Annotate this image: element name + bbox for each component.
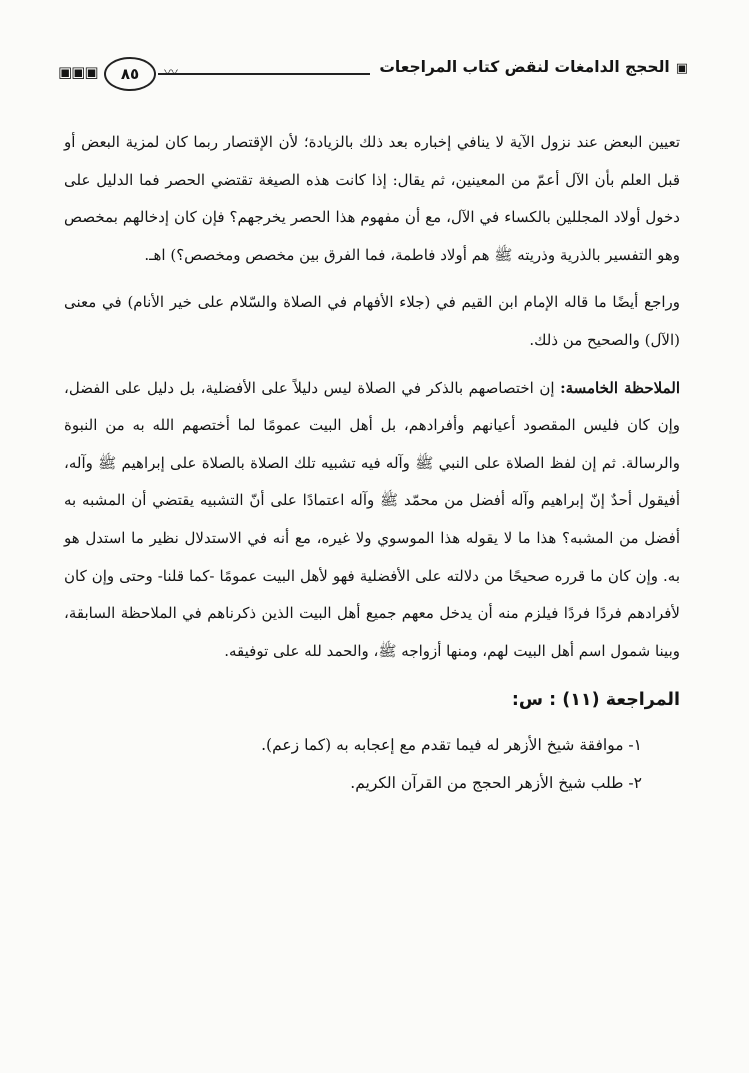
note-label: الملاحظة الخامسة: (560, 378, 680, 397)
book-title-text: الحجج الدامغات لنقض كتاب المراجعات (379, 58, 670, 76)
header-flourish-icon (164, 62, 178, 82)
list-item: ٢- طلب شيخ الأزهر الحجج من القرآن الكريم. (350, 773, 642, 792)
title-mark-icon: ▣ (675, 61, 688, 76)
header-rule (158, 73, 370, 75)
book-title (379, 58, 688, 76)
page-body (64, 124, 680, 802)
section-heading: المراجعة (١١) : س: (511, 690, 680, 711)
header-ornament-icon: ▣▣▣ (58, 63, 98, 81)
note-paragraph (64, 370, 680, 671)
paragraph: تعيين البعض عند نزول الآية لا ينافي إخباره بعد ذلك بالزيادة؛ لأن الإقتصار ربما كان لمزية البعض أو قبل العلم بأن الآل أعمّ من المعينين، ثم يقال: إذا كانت هذه الصيغة تقتضي الحصر فما الدليل على دخول أولاد المجللين بالكساء في الآل، مع أن مفهوم هذا الحصر يخرجهم؟ فإن كان إدخالهم بمخصص وهو التفسير بالذرية وذريته ﷺ هم أولاد فاطمة، فما الفرق بين مخصص ومخصص؟) اهـ. (64, 133, 680, 264)
note-text: إن اختصاصهم بالذكر في الصلاة ليس دليلاً على الأفضلية، بل دليل على الفضل، وإن كان فليس المقصود أعيانهم وأفرادهم، بل أهل البيت عمومًا لما أختصهم الله به من النبوة والرسالة. ثم إن لفظ الصلاة على النبي ﷺ وآله فيه تشبيه تلك الصلاة بالصلاة على إبراهيم ﷺ وآله، أفيقول أحدٌ إنّ إبراهيم وآله أفضل من محمّد ﷺ وآله اعتمادًا على أنّ التشبيه يقتضي أن المشبه به أفضل من المشبه؟ هذا ما لا يقوله هذا الموسوي ولا غيره، مع أنه في الاستدلال نظير ما استدل هو به. وإن كان ما قرره صحيحًا من دلالته على الأفضلية فهو لأهل البيت عمومًا -كما قلنا- وحتى وإن كان لأفرادهم فردًا فردًا فيلزم منه أن يدخل معهم جميع أهل البيت الذين ذكرناهم في الملاحظة السابقة، وبينا شمول اسم أهل البيت لهم، ومنها أزواجه ﷺ، والحمد لله على توفيقه. (64, 378, 680, 660)
list-item: ١- موافقة شيخ الأزهر له فيما تقدم مع إعجابه به (كما زعم). (261, 735, 642, 754)
running-header (58, 56, 688, 96)
paragraph: وراجع أيضًا ما قاله الإمام ابن القيم في (جلاء الأفهام في الصلاة والسّلام على خير الأنام) في معنى (الآل) والصحيح من ذلك. (64, 293, 680, 349)
page-number: ٨٥ (104, 57, 156, 91)
